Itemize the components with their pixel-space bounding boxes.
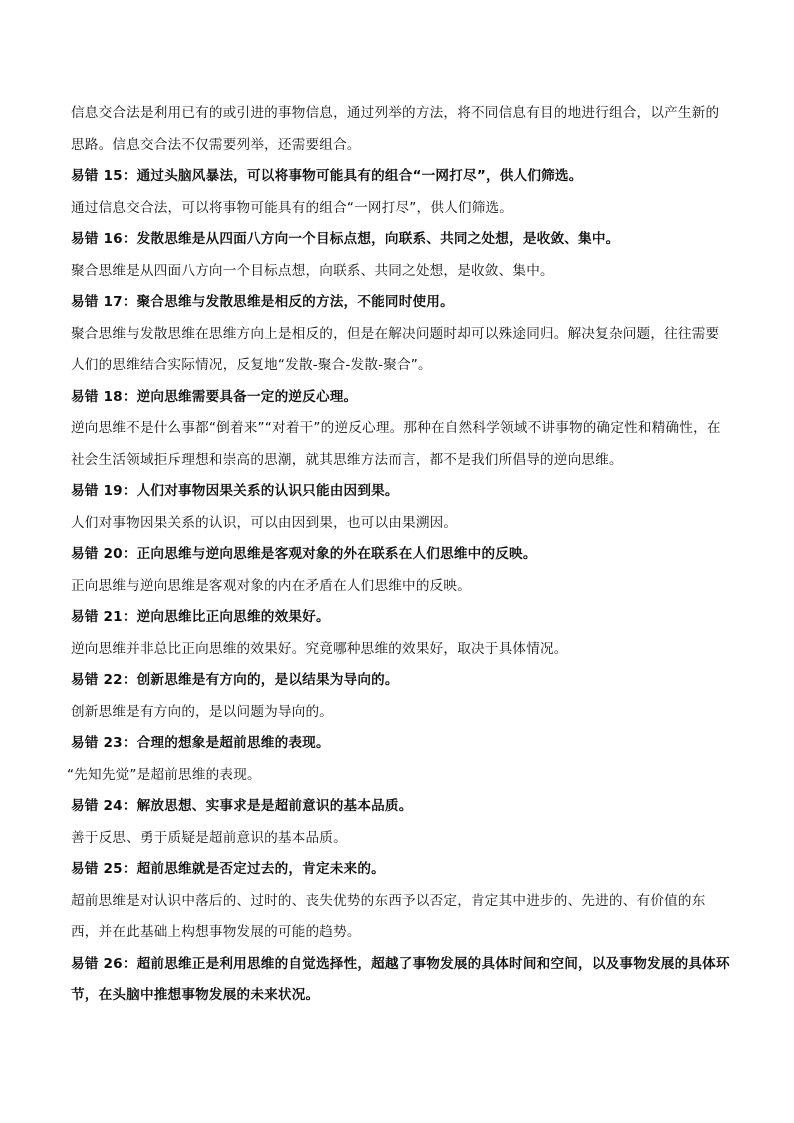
answer-paragraph: “先知先觉”是超前思维的表现。 xyxy=(67,766,261,783)
answer-paragraph: 聚合思维是从四面八方向一个目标点想，向联系、共同之处想，是收敛、集中。 xyxy=(71,262,554,279)
error-item-24: 易错 24：解放思想、实事求是是超前意识的基本品质。 xyxy=(71,798,413,814)
answer-paragraph: 人们对事物因果关系的认识，可以由因到果，也可以由果溯因。 xyxy=(71,514,458,531)
answer-paragraph: 信息交合法是利用已有的或引进的事物信息，通过列举的方法，将不同信息有目的地进行组合，以产生新的思路。信息交合法不仅需要列举，还需要组合。 xyxy=(71,105,720,153)
answer-paragraph: 通过信息交合法，可以将事物可能具有的组合“一网打尽”，供人们筛选。 xyxy=(71,199,514,216)
answer-paragraph: 逆向思维不是什么事都“倒着来”“对着干”的逆反心理。那种在自然科学领域不讲事物的确定性和精确性，在社会生活领域拒斥理想和崇高的思潮，就其思维方法而言，都不是我们所倡导的逆向思维。 xyxy=(71,420,721,468)
answer-paragraph: 善于反思、勇于质疑是超前意识的基本品质。 xyxy=(71,829,347,846)
error-item-16: 易错 16：发散思维是从四面八方向一个目标点想，向联系、共同之处想，是收敛、集中。 xyxy=(71,231,620,247)
error-item-15: 易错 15：通过头脑风暴法，可以将事物可能具有的组合“一网打尽”，供人们筛选。 xyxy=(71,168,583,184)
error-item-17: 易错 17：聚合思维与发散思维是相反的方法，不能同时使用。 xyxy=(71,294,454,310)
answer-paragraph: 正向思维与逆向思维是客观对象的内在矛盾在人们思维中的反映。 xyxy=(71,577,472,594)
answer-paragraph: 逆向思维并非总比正向思维的效果好。究竟哪种思维的效果好，取决于具体情况。 xyxy=(71,640,568,657)
answer-paragraph: 聚合思维与发散思维在思维方向上是相反的，但是在解决问题时却可以殊途同归。解决复杂问题，往往需要人们的思维结合实际情况，反复地“发散-聚合-发散-聚合”。 xyxy=(71,325,720,373)
error-item-23: 易错 23：合理的想象是超前思维的表现。 xyxy=(71,735,330,751)
error-item-26: 易错 26：超前思维正是利用思维的自觉选择性，超越了事物发展的具体时间和空间，以及事物发展的具体环节，在头脑中推想事物发展的未来状况。 xyxy=(71,955,730,1003)
error-item-20: 易错 20：正向思维与逆向思维是客观对象的外在联系在人们思维中的反映。 xyxy=(71,546,537,562)
error-item-25: 易错 25：超前思维就是否定过去的，肯定未来的。 xyxy=(71,861,385,877)
error-item-22: 易错 22：创新思维是有方向的，是以结果为导向的。 xyxy=(71,672,399,688)
error-item-21: 易错 21：逆向思维比正向思维的效果好。 xyxy=(71,609,330,625)
document-body xyxy=(67,98,731,1012)
error-item-18: 易错 18：逆向思维需要具备一定的逆反心理。 xyxy=(71,388,358,405)
error-item-19: 易错 19：人们对事物因果关系的认识只能由因到果。 xyxy=(71,483,399,499)
answer-paragraph: 创新思维是有方向的，是以问题为导向的。 xyxy=(71,703,334,720)
answer-paragraph: 超前思维是对认识中落后的、过时的、丧失优势的东西予以否定，肯定其中进步的、先进的、有价值的东西，并在此基础上构想事物发展的可能的趋势。 xyxy=(71,892,706,940)
